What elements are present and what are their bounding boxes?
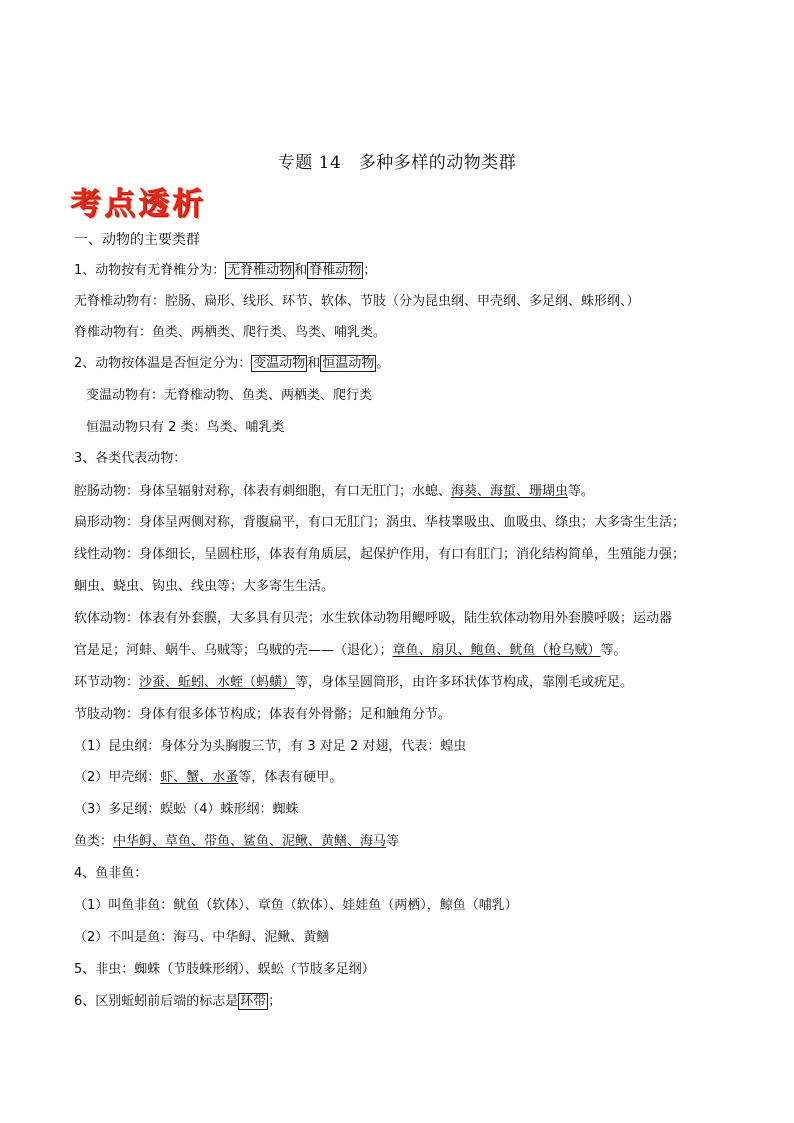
line-22: （2）不叫是鱼：海马、中华鲟、泥鳅、黄鳝 <box>74 930 330 945</box>
line-7: 3、各类代表动物： <box>74 451 187 466</box>
underlined-examples: 虾、蟹、水蚤 <box>160 770 239 785</box>
line-16: （1）昆虫纲：身体分为头胸腹三节，有 3 对足 2 对翅，代表：蝗虫 <box>74 739 467 754</box>
line-9: 扁形动物：身体呈两侧对称，背腹扁平，有口无肛门；涡虫、华枝睾吸虫、血吸虫、绦虫；大多寄生生活； <box>74 515 686 530</box>
line-20: 4、鱼非鱼： <box>74 866 148 881</box>
line-21: （1）叫鱼非鱼：鱿鱼（软体）、章鱼（软体）、娃娃鱼（两栖），鲸鱼（哺乳） <box>74 898 518 913</box>
line-17: （2）甲壳纲：虾、蟹、水蚤等，体表有硬甲。 <box>74 770 343 785</box>
line-1: 1、动物按有无脊椎分为： 无脊椎动物 和 脊椎动物 ； <box>74 263 377 278</box>
line-6: 恒温动物只有 2 类：鸟类、哺乳类 <box>86 420 285 435</box>
line-2: 无脊椎动物有：腔肠、扁形、线形、环节、软体、节肢（分为昆虫纲、甲壳纲、多足纲、蛛形纲、） <box>74 294 640 309</box>
underlined-examples: 海葵、海蜇、珊瑚虫 <box>451 484 569 499</box>
underlined-examples: 中华鲟、草鱼、带鱼、鲨鱼、泥鳅、黄鳝、海马 <box>113 834 387 849</box>
line-12: 软体动物：体表有外套膜，大多具有贝壳；水生软体动物用鳃呼吸，陆生软体动物用外套膜呼吸；运动器 <box>74 611 673 626</box>
boxed-term: 恒温动物 <box>322 356 375 371</box>
line-18: （3）多足纲：蜈蚣（4）蛛形纲：蜘蛛 <box>74 802 299 817</box>
page-title: 专题 14 多种多样的动物类群 <box>277 153 517 173</box>
boxed-term: 环带 <box>240 994 267 1009</box>
line-4: 2、动物按体温是否恒定分为： 变温动物 和 恒温动物 。 <box>74 356 390 371</box>
boxed-term: 变温动物 <box>253 356 306 371</box>
key-points-banner: 考点透析 <box>70 186 206 222</box>
section-heading: 一、动物的主要类群 <box>74 232 200 248</box>
line-13: 官是足；河蚌、蜗牛、乌贼等；乌贼的壳——（退化）；章鱼、扇贝、鲍鱼、鱿鱼（枪乌贼）等。 <box>74 643 627 658</box>
boxed-term: 脊椎动物 <box>309 263 362 278</box>
line-10: 线性动物：身体细长，呈圆柱形，体表有角质层，起保护作用，有口有肛门；消化结构简单，生殖能力强； <box>74 547 686 562</box>
underlined-examples: 章鱼、扇贝、鲍鱼、鱿鱼（枪乌贼） <box>392 643 601 658</box>
line-19: 鱼类：中华鲟、草鱼、带鱼、鲨鱼、泥鳅、黄鳝、海马等 <box>74 834 400 849</box>
line-8: 腔肠动物：身体呈辐射对称，体表有刺细胞，有口无肛门；水螅、海葵、海蜇、珊瑚虫等。 <box>74 484 595 499</box>
line-14: 环节动物：沙蚕、蚯蚓、水蛭（蚂蟥）等，身体呈圆筒形，由许多环状体节构成，靠刚毛或疣足。 <box>74 675 634 690</box>
line-3: 脊椎动物有：鱼类、两栖类、爬行类、鸟类、哺乳类。 <box>74 325 387 340</box>
line-24: 6、区别蚯蚓前后端的标志是 环带 ； <box>74 994 282 1009</box>
line-5: 变温动物有：无脊椎动物、鱼类、两栖类、爬行类 <box>86 388 373 403</box>
line-11: 蛔虫、蛲虫、钩虫、线虫等；大多寄生生活。 <box>74 579 335 594</box>
boxed-term: 无脊椎动物 <box>227 263 293 278</box>
underlined-examples: 沙蚕、蚯蚓、水蛭（蚂蟥） <box>139 675 296 690</box>
line-23: 5、非虫：蜘蛛（节肢蛛形纲）、蜈蚣（节肢多足纲） <box>74 962 375 977</box>
line-15: 节肢动物：身体有很多体节构成；体表有外骨骼；足和触角分节。 <box>74 707 452 722</box>
